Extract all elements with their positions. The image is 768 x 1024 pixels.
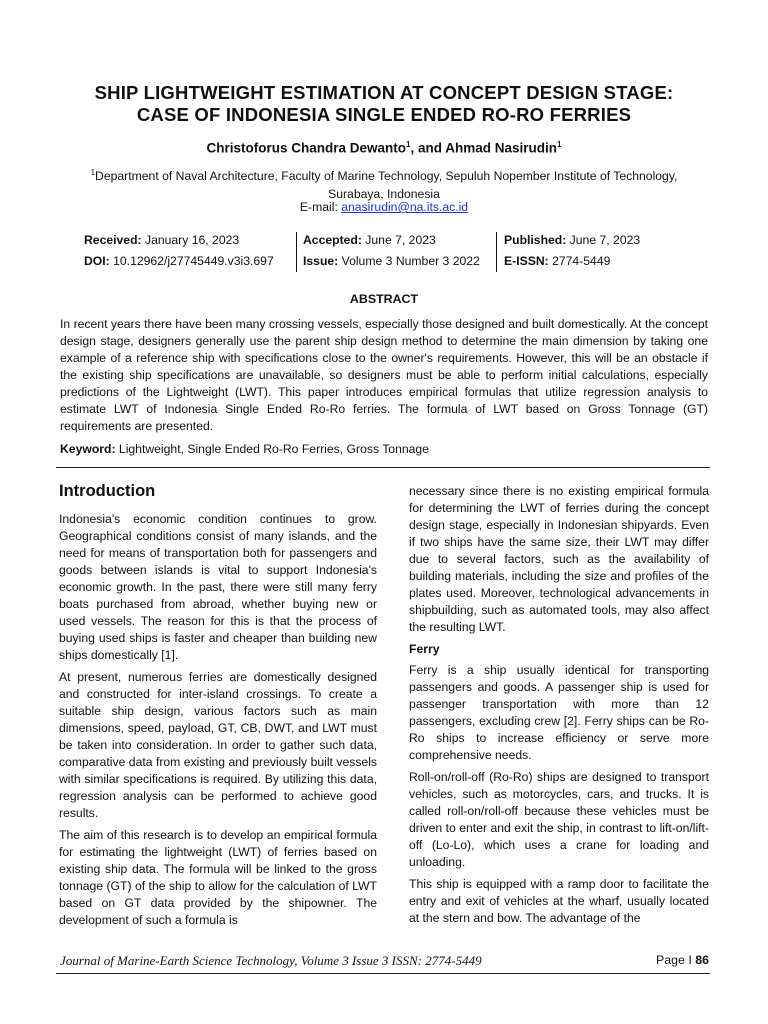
- ferry-paragraph-3: This ship is equipped with a ramp door to facilitate the entry and exit of vehicles at the wharf, usually located at the stern and bow. The advantage of the: [409, 877, 709, 925]
- abstract-heading: ABSTRACT: [349, 292, 419, 306]
- email-line: [40, 200, 728, 214]
- eissn-field: [504, 251, 640, 272]
- introduction-heading: Introduction: [59, 482, 156, 500]
- ferry-paragraph-1: Ferry is a ship usually identical for transporting passengers and goods. A passenger ship is used for passenger transportation with more than 12 passengers, excluding crew [2]. Ferry ships can be Ro-Ro ships to increase efficiency or serve more comprehensive needs.: [409, 663, 709, 762]
- title-line-1: SHIP LIGHTWEIGHT ESTIMATION AT CONCEPT DESIGN STAGE:: [94, 82, 674, 103]
- affiliation-line-2: Surabaya, Indonesia: [328, 187, 440, 202]
- affiliation: [60, 164, 708, 203]
- intro-paragraph-3: The aim of this research is to develop an empirical formula for estimating the lightweight (LWT) of ferries based on existing ship data. The formula will be linked to the gross tonnage (GT) of the ship to allow for the calculation of LWT based on GT data provided by the shipowner. The development of such a formula is: [59, 828, 377, 927]
- left-column: [59, 482, 377, 934]
- author-list: [40, 140, 728, 156]
- paper-title: [40, 82, 728, 126]
- meta-divider-2: [496, 232, 497, 272]
- intro-paragraph-4: necessary since there is no existing empirical formula for determining the LWT of ferries during the concept design stage, especially in Indonesian shipyards. Even if two ships have the same size, their LWT may differ due to several factors, such as the availability of building materials, including the size and profiles of the plates used. Moreover, technological advancements in shipbuilding, such as automated tools, may also affect the resulting LWT.: [409, 484, 709, 634]
- received-label: Received:: [84, 233, 142, 247]
- author-2: Ahmad Nasirudin: [445, 140, 558, 156]
- eissn-value: 2774-5449: [548, 254, 611, 268]
- page-label: Page I: [655, 953, 696, 967]
- keyword-label: Keyword:: [60, 442, 116, 456]
- article-meta: [76, 230, 676, 274]
- ferry-heading: Ferry: [409, 642, 440, 656]
- journal-footer: Journal of Marine-Earth Science Technology, Volume 3 Issue 3 ISSN: 2774-5449: [60, 953, 482, 968]
- published-field: [504, 230, 640, 251]
- doi-label: DOI:: [84, 254, 110, 268]
- email-label: E-mail:: [299, 200, 342, 214]
- issue-label: Issue:: [303, 254, 339, 268]
- footer-divider: [56, 973, 710, 974]
- abstract-text: In recent years there have been many crossing vessels, especially those designed and built domestically. At the concept design stage, designers generally use the parent ship design method to determine the main dimension by taking one example of a reference ship with specifications close to the owner's requirements. However, this will be an obstacle if the existing ship specifications are unavailable, so designers must be able to perform initial calculations, especially predictions of the Lightweight (LWT). This paper introduces empirical formulas that utilize regression analysis to estimate LWT of Indonesia Single Ended Ro-Ro ferries. The formula of LWT based on Gross Tonnage (GT) requirements are presented.: [60, 317, 708, 433]
- section-divider: [56, 467, 710, 468]
- eissn-label: E-ISSN:: [504, 254, 549, 268]
- title-line-2: CASE OF INDONESIA SINGLE ENDED RO-RO FERRIES: [136, 104, 632, 125]
- affiliation-line-1: Department of Naval Architecture, Faculty of Marine Technology, Sepuluh Nopember Institute of Technology,: [95, 169, 678, 184]
- meta-column-1: [84, 230, 274, 274]
- author-joiner: , and: [410, 140, 446, 156]
- doi-value: 10.12962/j27745449.v3i3.697: [109, 254, 274, 268]
- issue-value: Volume 3 Number 3 2022: [338, 254, 480, 268]
- ferry-paragraph-2: Roll-on/roll-off (Ro-Ro) ships are designed to transport vehicles, such as motorcycles, cars, and trucks. It is called roll-on/roll-off because these vehicles must be driven to enter and exit the ship, in contrast to lift-on/lift-off (Lo-Lo), which uses a crane for loading and unloading.: [409, 770, 709, 869]
- issue-field: [303, 251, 480, 272]
- author-2-affiliation-mark: 1: [557, 140, 562, 149]
- keywords: [60, 442, 708, 456]
- page-number-value: 86: [695, 953, 709, 967]
- keyword-value: Lightweight, Single Ended Ro-Ro Ferries, Gross Tonnage: [115, 442, 429, 456]
- right-column: [409, 483, 709, 932]
- meta-column-3: [504, 230, 640, 274]
- published-label: Published:: [504, 233, 567, 247]
- published-value: June 7, 2023: [566, 233, 641, 247]
- accepted-field: [303, 230, 480, 251]
- received-value: January 16, 2023: [141, 233, 240, 247]
- intro-paragraph-1: Indonesia's economic condition continues to grow. Geographical conditions consist of many islands, and the need for means of transportation both for passengers and goods between islands is vital to support Indonesia's economic growth. In the past, there were still many ferry boats purchased from abroad, whether buying new or used vessels. The reason for this is that the process of buying used ships is faster and cheaper than building new ships domestically [1].: [59, 512, 377, 662]
- email-link[interactable]: anasirudin@na.its.ac.id: [341, 200, 469, 214]
- meta-divider-1: [296, 232, 297, 272]
- meta-column-2: [303, 230, 480, 274]
- doi-field: [84, 251, 274, 272]
- author-1: Christoforus Chandra Dewanto: [206, 140, 407, 156]
- accepted-value: June 7, 2023: [361, 233, 436, 247]
- received-field: [84, 230, 274, 251]
- intro-paragraph-2: At present, numerous ferries are domestically designed and constructed for inter-island crossings. To create a suitable ship design, various factors such as main dimensions, speed, payload, GT, CB, DWT, and LWT must be taken into consideration. In order to gather such data, comparative data from existing and previously built vessels with similar specifications is required. By utilizing this data, regression analysis can be performed to achieve good results.: [59, 670, 377, 820]
- affiliation-mark: 1: [90, 168, 96, 177]
- page-number: [656, 953, 709, 967]
- accepted-label: Accepted:: [303, 233, 362, 247]
- author-1-affiliation-mark: 1: [406, 140, 411, 149]
